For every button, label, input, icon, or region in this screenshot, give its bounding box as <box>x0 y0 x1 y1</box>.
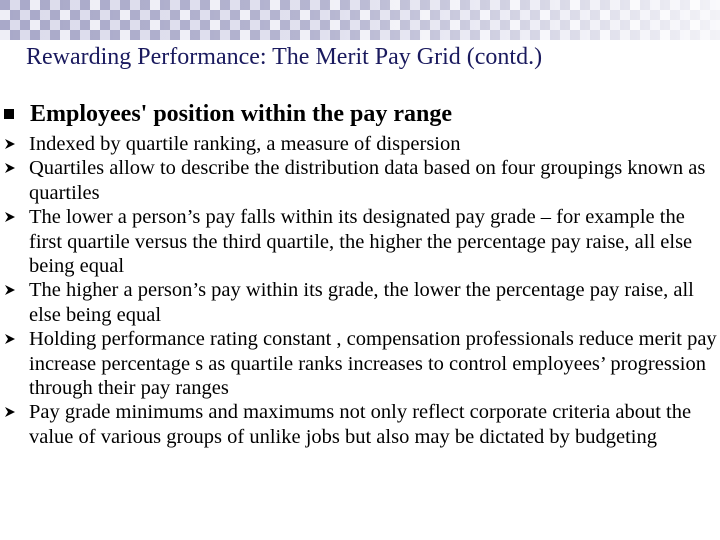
main-bullet-point <box>0 96 720 132</box>
sub-bullet-item <box>0 156 719 205</box>
arrowhead-bullet-icon <box>4 333 16 345</box>
sub-bullet-list <box>0 132 720 449</box>
arrowhead-bullet-icon <box>4 406 16 418</box>
sub-bullet-text: The higher a person’s pay within its grade, the lower the percentage pay raise, all else being equal <box>29 279 694 326</box>
checker-pattern-decoration <box>0 0 720 40</box>
sub-bullet-item <box>0 327 719 400</box>
slide-content <box>0 96 720 449</box>
sub-bullet-item <box>0 278 719 327</box>
sub-bullet-item <box>0 205 719 278</box>
square-bullet-icon <box>4 109 14 119</box>
sub-bullet-text: The lower a person’s pay falls within its designated pay grade – for example the first quartile versus the third quartile, the higher the percentage pay raise, all else being equal <box>29 206 693 278</box>
sub-bullet-text: Indexed by quartile ranking, a measure of dispersion <box>29 133 461 155</box>
sub-bullet-text: Pay grade minimums and maximums not only reflect corporate criteria about the value of various groups of unlike jobs but also may be dictated by budgeting <box>29 401 692 448</box>
arrowhead-bullet-icon <box>4 211 16 223</box>
sub-bullet-text: Quartiles allow to describe the distribution data based on four groupings known as quartiles <box>29 157 706 204</box>
arrowhead-bullet-icon <box>4 138 16 150</box>
arrowhead-bullet-icon <box>4 284 16 296</box>
arrowhead-bullet-icon <box>4 162 16 174</box>
main-bullet-text: Employees' position within the pay range <box>30 101 453 127</box>
slide-title: Rewarding Performance: The Merit Pay Grid (contd.) <box>26 44 543 70</box>
sub-bullet-item <box>0 400 719 449</box>
sub-bullet-text: Holding performance rating constant , compensation professionals reduce merit pay increase percentage s as quartile ranks increases to control employees’ progression through their pay ranges <box>29 328 717 400</box>
sub-bullet-item <box>0 132 719 156</box>
